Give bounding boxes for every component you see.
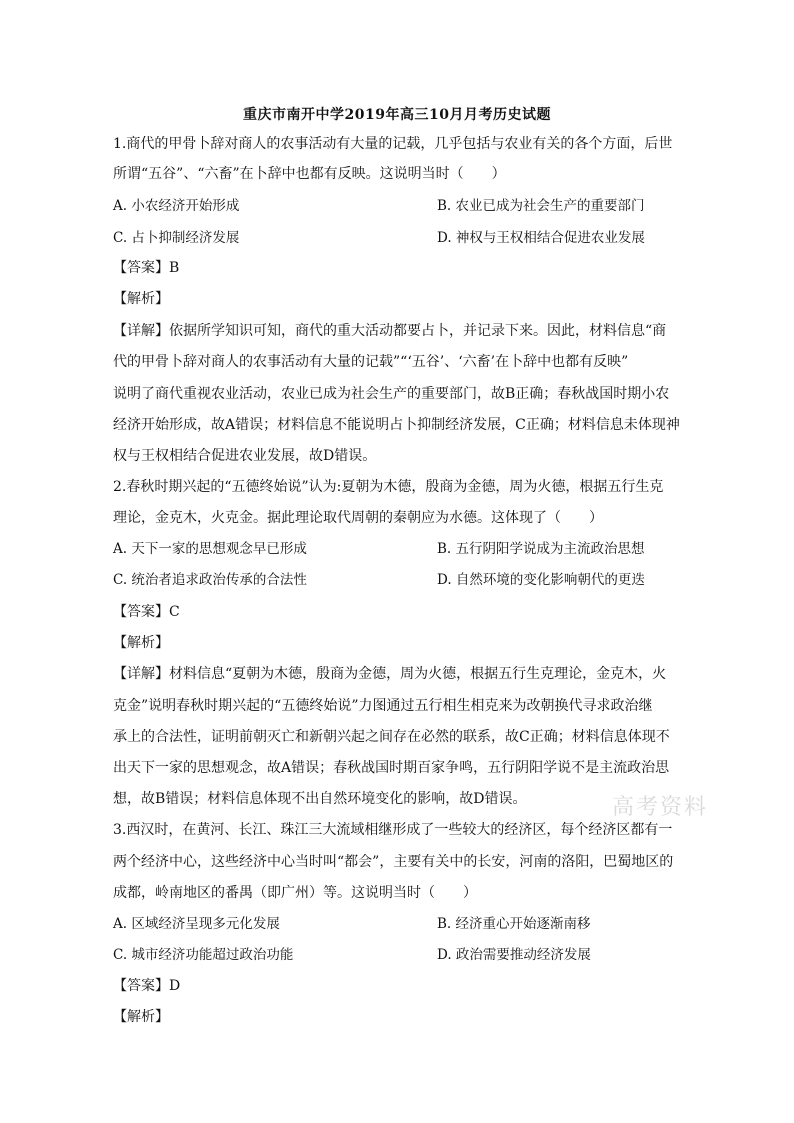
q2-option-d: D. 自然环境的变化影响朝代的更迭 [437, 572, 645, 588]
q2-option-b: B. 五行阴阳学说成为主流政治思想 [437, 541, 645, 557]
q1-answer: 【答案】B [113, 260, 180, 276]
q3-stem-line-1: 3.西汉时，在黄河、长江、珠江三大流域相继形成了一些较大的经济区，每个经济区都有一 [113, 822, 673, 838]
q3-analysis-label: 【解析】 [113, 1009, 169, 1025]
q2-stem-line-1: 2.春秋时期兴起的“五德终始说”认为:夏朝为木德，殷商为金德，周为火德，根据五行生克 [113, 479, 664, 495]
q2-answer: 【答案】C [113, 604, 180, 620]
q2-detail-line-3: 承上的合法性，证明前朝灭亡和新朝兴起之间存在必然的联系，故C正确；材料信息体现不 [113, 729, 670, 745]
q3-option-b: B. 经济重心开始逐渐南移 [437, 916, 591, 932]
q2-detail-line-2: 克金”说明春秋时期兴起的“五德终始说”力图通过五行相生相克来为改朝换代寻求政治继 [113, 698, 653, 714]
q1-detail-line-2: 代的甲骨卜辞对商人的农事活动有大量的记载”“‘五谷’、‘六畜’在卜辞中也都有反映” [113, 354, 629, 370]
q2-detail-line-1: 【详解】材料信息“夏朝为木德，殷商为金德，周为火德，根据五行生克理论，金克木，火 [113, 666, 667, 682]
q1-detail-line-1: 【详解】依据所学知识可知，商代的重大活动都要占卜，并记录下来。因此，材料信息“商 [113, 323, 667, 339]
q2-analysis-label: 【解析】 [113, 635, 169, 651]
q3-option-c: C. 城市经济功能超过政治功能 [113, 947, 294, 963]
q1-option-a: A. 小农经济开始形成 [113, 198, 240, 214]
q2-stem-line-2: 理论，金克木，火克金。据此理论取代周朝的秦朝应为水德。这体现了（ ） [113, 510, 603, 526]
q3-stem-line-2: 两个经济中心，这些经济中心当时叫“都会”，主要有关中的长安，河南的洛阳，巴蜀地区的 [113, 854, 674, 870]
q3-answer: 【答案】D [113, 978, 181, 994]
q1-stem-line-1: 1.商代的甲骨卜辞对商人的农事活动有大量的记载，几乎包括与农业有关的各个方面，后世 [113, 136, 673, 152]
page-title: 重庆市南开中学2019年高三10月月考历史试题 [243, 107, 551, 123]
q3-stem-line-3: 成都，岭南地区的番禺（即广州）等。这说明当时（ ） [113, 885, 477, 901]
q1-stem-line-2: 所谓“五谷”、“六畜”在卜辞中也都有反映。这说明当时（ ） [113, 166, 506, 182]
q2-option-c: C. 统治者追求政治传承的合法性 [113, 572, 307, 588]
q1-analysis-label: 【解析】 [113, 291, 169, 307]
q1-detail-line-3: 说明了商代重视农业活动，农业已成为社会生产的重要部门，故B正确；春秋战国时期小农 [113, 386, 670, 402]
q1-detail-line-4: 经济开始形成，故A错误；材料信息不能说明占卜抑制经济发展，C正确；材料信息未体现神 [113, 417, 680, 433]
q3-option-d: D. 政治需要推动经济发展 [437, 947, 591, 963]
q1-option-d: D. 神权与王权相结合促进农业发展 [437, 230, 645, 246]
q2-detail-line-5: 想，故B错误；材料信息体现不出自然环境变化的影响，故D错误。 [113, 791, 527, 807]
q1-option-b: B. 农业已成为社会生产的重要部门 [437, 198, 645, 214]
q1-detail-line-5: 权与王权相结合促进农业发展，故D错误。 [113, 448, 377, 464]
q3-option-a: A. 区域经济呈现多元化发展 [113, 916, 280, 932]
q1-option-c: C. 占卜抑制经济发展 [113, 230, 240, 246]
q2-option-a: A. 天下一家的思想观念早已形成 [113, 541, 307, 557]
watermark-text: 高考资料 [612, 795, 709, 820]
q2-detail-line-4: 出天下一家的思想观念，故A错误；春秋战国时期百家争鸣，五行阴阳学说不是主流政治思 [113, 760, 670, 776]
